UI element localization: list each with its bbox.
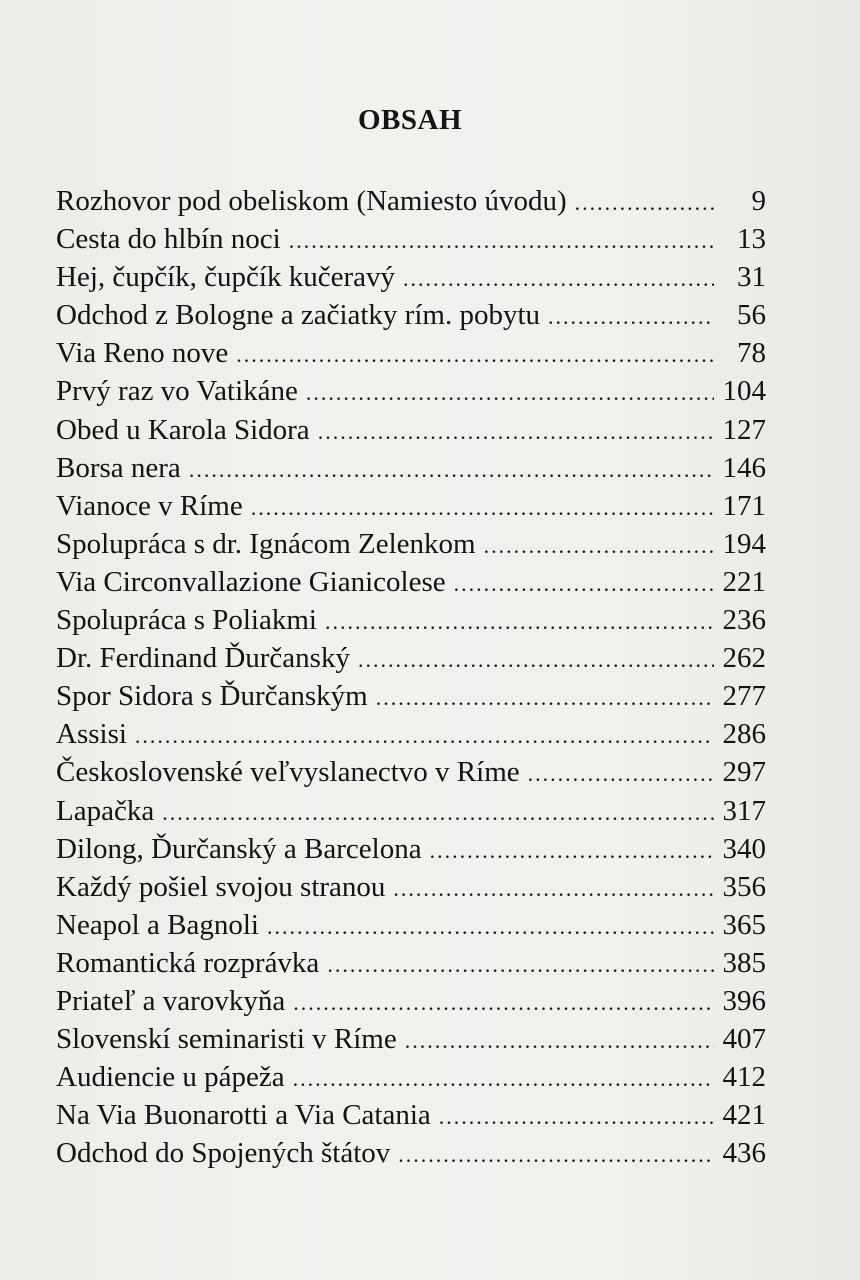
toc-entry-page-number: 297 — [722, 756, 766, 789]
toc-entry — [56, 449, 766, 487]
toc-entry-page-number: 194 — [722, 527, 766, 560]
dot-leader — [454, 565, 714, 601]
dot-leader — [403, 260, 714, 296]
toc-entry-title: Vianoce v Ríme — [56, 489, 243, 522]
toc-entry-page-number: 56 — [737, 299, 766, 332]
toc-entry-title: Slovenskí seminaristi v Ríme — [56, 1023, 397, 1056]
dot-leader — [548, 298, 714, 334]
toc-entry — [56, 944, 766, 982]
toc-entry — [56, 1020, 766, 1058]
toc-entry-page-number: 412 — [722, 1061, 766, 1094]
dot-leader — [393, 870, 714, 906]
toc-entry-title: Odchod do Spojených štátov — [56, 1137, 391, 1170]
toc-entry — [56, 182, 766, 220]
toc-entry — [56, 982, 766, 1020]
dot-leader — [306, 374, 714, 410]
toc-entry-page-number: 31 — [737, 261, 766, 294]
toc-entry-page-number: 421 — [722, 1099, 766, 1132]
toc-entry — [56, 639, 766, 677]
toc-entry-title: Cesta do hlbín noci — [56, 223, 281, 256]
toc-entry — [56, 220, 766, 258]
toc-entry-page-number: 13 — [737, 223, 766, 256]
dot-leader — [289, 222, 714, 258]
toc-entry-title: Hej, čupčík, čupčík kučeravý — [56, 261, 395, 294]
dot-leader — [358, 641, 714, 677]
dot-leader — [135, 717, 714, 753]
toc-entry-page-number: 317 — [722, 794, 766, 827]
toc-entry-title: Dilong, Ďurčanský a Barcelona — [56, 832, 422, 865]
toc-entry-page-number: 221 — [722, 565, 766, 598]
toc-entry-title: Obed u Karola Sidora — [56, 413, 310, 446]
toc-entry-page-number: 277 — [722, 680, 766, 713]
dot-leader — [528, 755, 714, 791]
toc-entry-title: Assisi — [56, 718, 127, 751]
toc-entry — [56, 1096, 766, 1134]
toc-entry-title: Borsa nera — [56, 451, 181, 484]
dot-leader — [439, 1098, 714, 1134]
dot-leader — [325, 603, 714, 639]
toc-entry-title: Lapačka — [56, 794, 155, 827]
dot-leader — [327, 946, 714, 982]
toc-entry-title: Via Reno nove — [56, 337, 229, 370]
toc-entry-page-number: 365 — [722, 908, 766, 941]
toc-entry-page-number: 407 — [722, 1023, 766, 1056]
toc-entry — [56, 830, 766, 868]
toc-entry — [56, 715, 766, 753]
toc-entry-title: Rozhovor pod obeliskom (Namiesto úvodu) — [56, 185, 567, 217]
toc-entry — [56, 296, 766, 334]
toc-entry-title: Priateľ a varovkyňa — [56, 984, 286, 1017]
toc-entry — [56, 868, 766, 906]
toc-entry-page-number: 78 — [737, 337, 766, 370]
toc-entry — [56, 677, 766, 715]
toc-entry-title: Romantická rozprávka — [56, 946, 320, 979]
toc-entry-page-number: 385 — [722, 946, 766, 979]
toc-entry-page-number: 104 — [722, 375, 766, 408]
toc-entry-page-number: 436 — [722, 1137, 766, 1170]
dot-leader — [189, 451, 714, 487]
toc-entry — [56, 1058, 766, 1096]
dot-leader — [293, 984, 714, 1020]
dot-leader — [162, 794, 714, 830]
dot-leader — [293, 1060, 714, 1096]
toc-entry-page-number: 236 — [722, 604, 766, 637]
dot-leader — [405, 1022, 714, 1058]
toc-entry-title: Spor Sidora s Ďurčanským — [56, 680, 368, 713]
toc-entry-title: Prvý raz vo Vatikáne — [56, 375, 298, 408]
toc-entry — [56, 372, 766, 410]
dot-leader — [251, 489, 714, 525]
toc-entry-title: Via Circonvallazione Gianicolese — [56, 565, 446, 598]
toc-entry-title: Spolupráca s Poliakmi — [56, 604, 317, 637]
toc-entry — [56, 258, 766, 296]
toc-entry — [56, 753, 766, 791]
toc-entry-page-number: 286 — [722, 718, 766, 751]
toc-entry-title: Dr. Ferdinand Ďurčanský — [56, 642, 350, 675]
dot-leader — [236, 336, 714, 372]
toc-entry-title: Na Via Buonarotti a Via Catania — [56, 1099, 431, 1132]
toc-entry — [56, 487, 766, 525]
toc-entry — [56, 334, 766, 372]
toc-entry-page-number: 9 — [751, 185, 766, 217]
toc-entry — [56, 411, 766, 449]
toc-entry — [56, 601, 766, 639]
toc-entry-page-number: 262 — [722, 642, 766, 675]
contents-heading: OBSAH — [357, 104, 463, 136]
toc-entry — [56, 525, 766, 563]
toc-entry-page-number: 146 — [722, 451, 766, 484]
dot-leader — [575, 184, 714, 220]
toc-entry-page-number: 171 — [722, 489, 766, 522]
toc-entry — [56, 563, 766, 601]
dot-leader — [484, 527, 714, 563]
dot-leader — [318, 413, 714, 449]
dot-leader — [376, 679, 714, 715]
toc-entry-title: Československé veľvyslanectvo v Ríme — [56, 756, 520, 789]
toc-entry-title: Každý pošiel svojou stranou — [56, 870, 386, 903]
toc-entry-page-number: 127 — [722, 413, 766, 446]
toc-entry-title: Spolupráca s dr. Ignácom Zelenkom — [56, 527, 476, 560]
toc-entry-title: Audiencie u pápeža — [56, 1061, 285, 1094]
toc-entry-page-number: 396 — [722, 984, 766, 1017]
toc-entry — [56, 792, 766, 830]
toc-entry — [56, 1134, 766, 1172]
toc-entry-title: Neapol a Bagnoli — [56, 908, 259, 941]
toc-entry-title: Odchod z Bologne a začiatky rím. pobytu — [56, 299, 541, 332]
dot-leader — [430, 832, 714, 868]
toc-entry — [56, 906, 766, 944]
dot-leader — [267, 908, 714, 944]
toc-entry-page-number: 340 — [722, 832, 766, 865]
dot-leader — [398, 1136, 714, 1172]
toc-entry-page-number: 356 — [722, 870, 766, 903]
table-of-contents — [56, 182, 766, 1172]
